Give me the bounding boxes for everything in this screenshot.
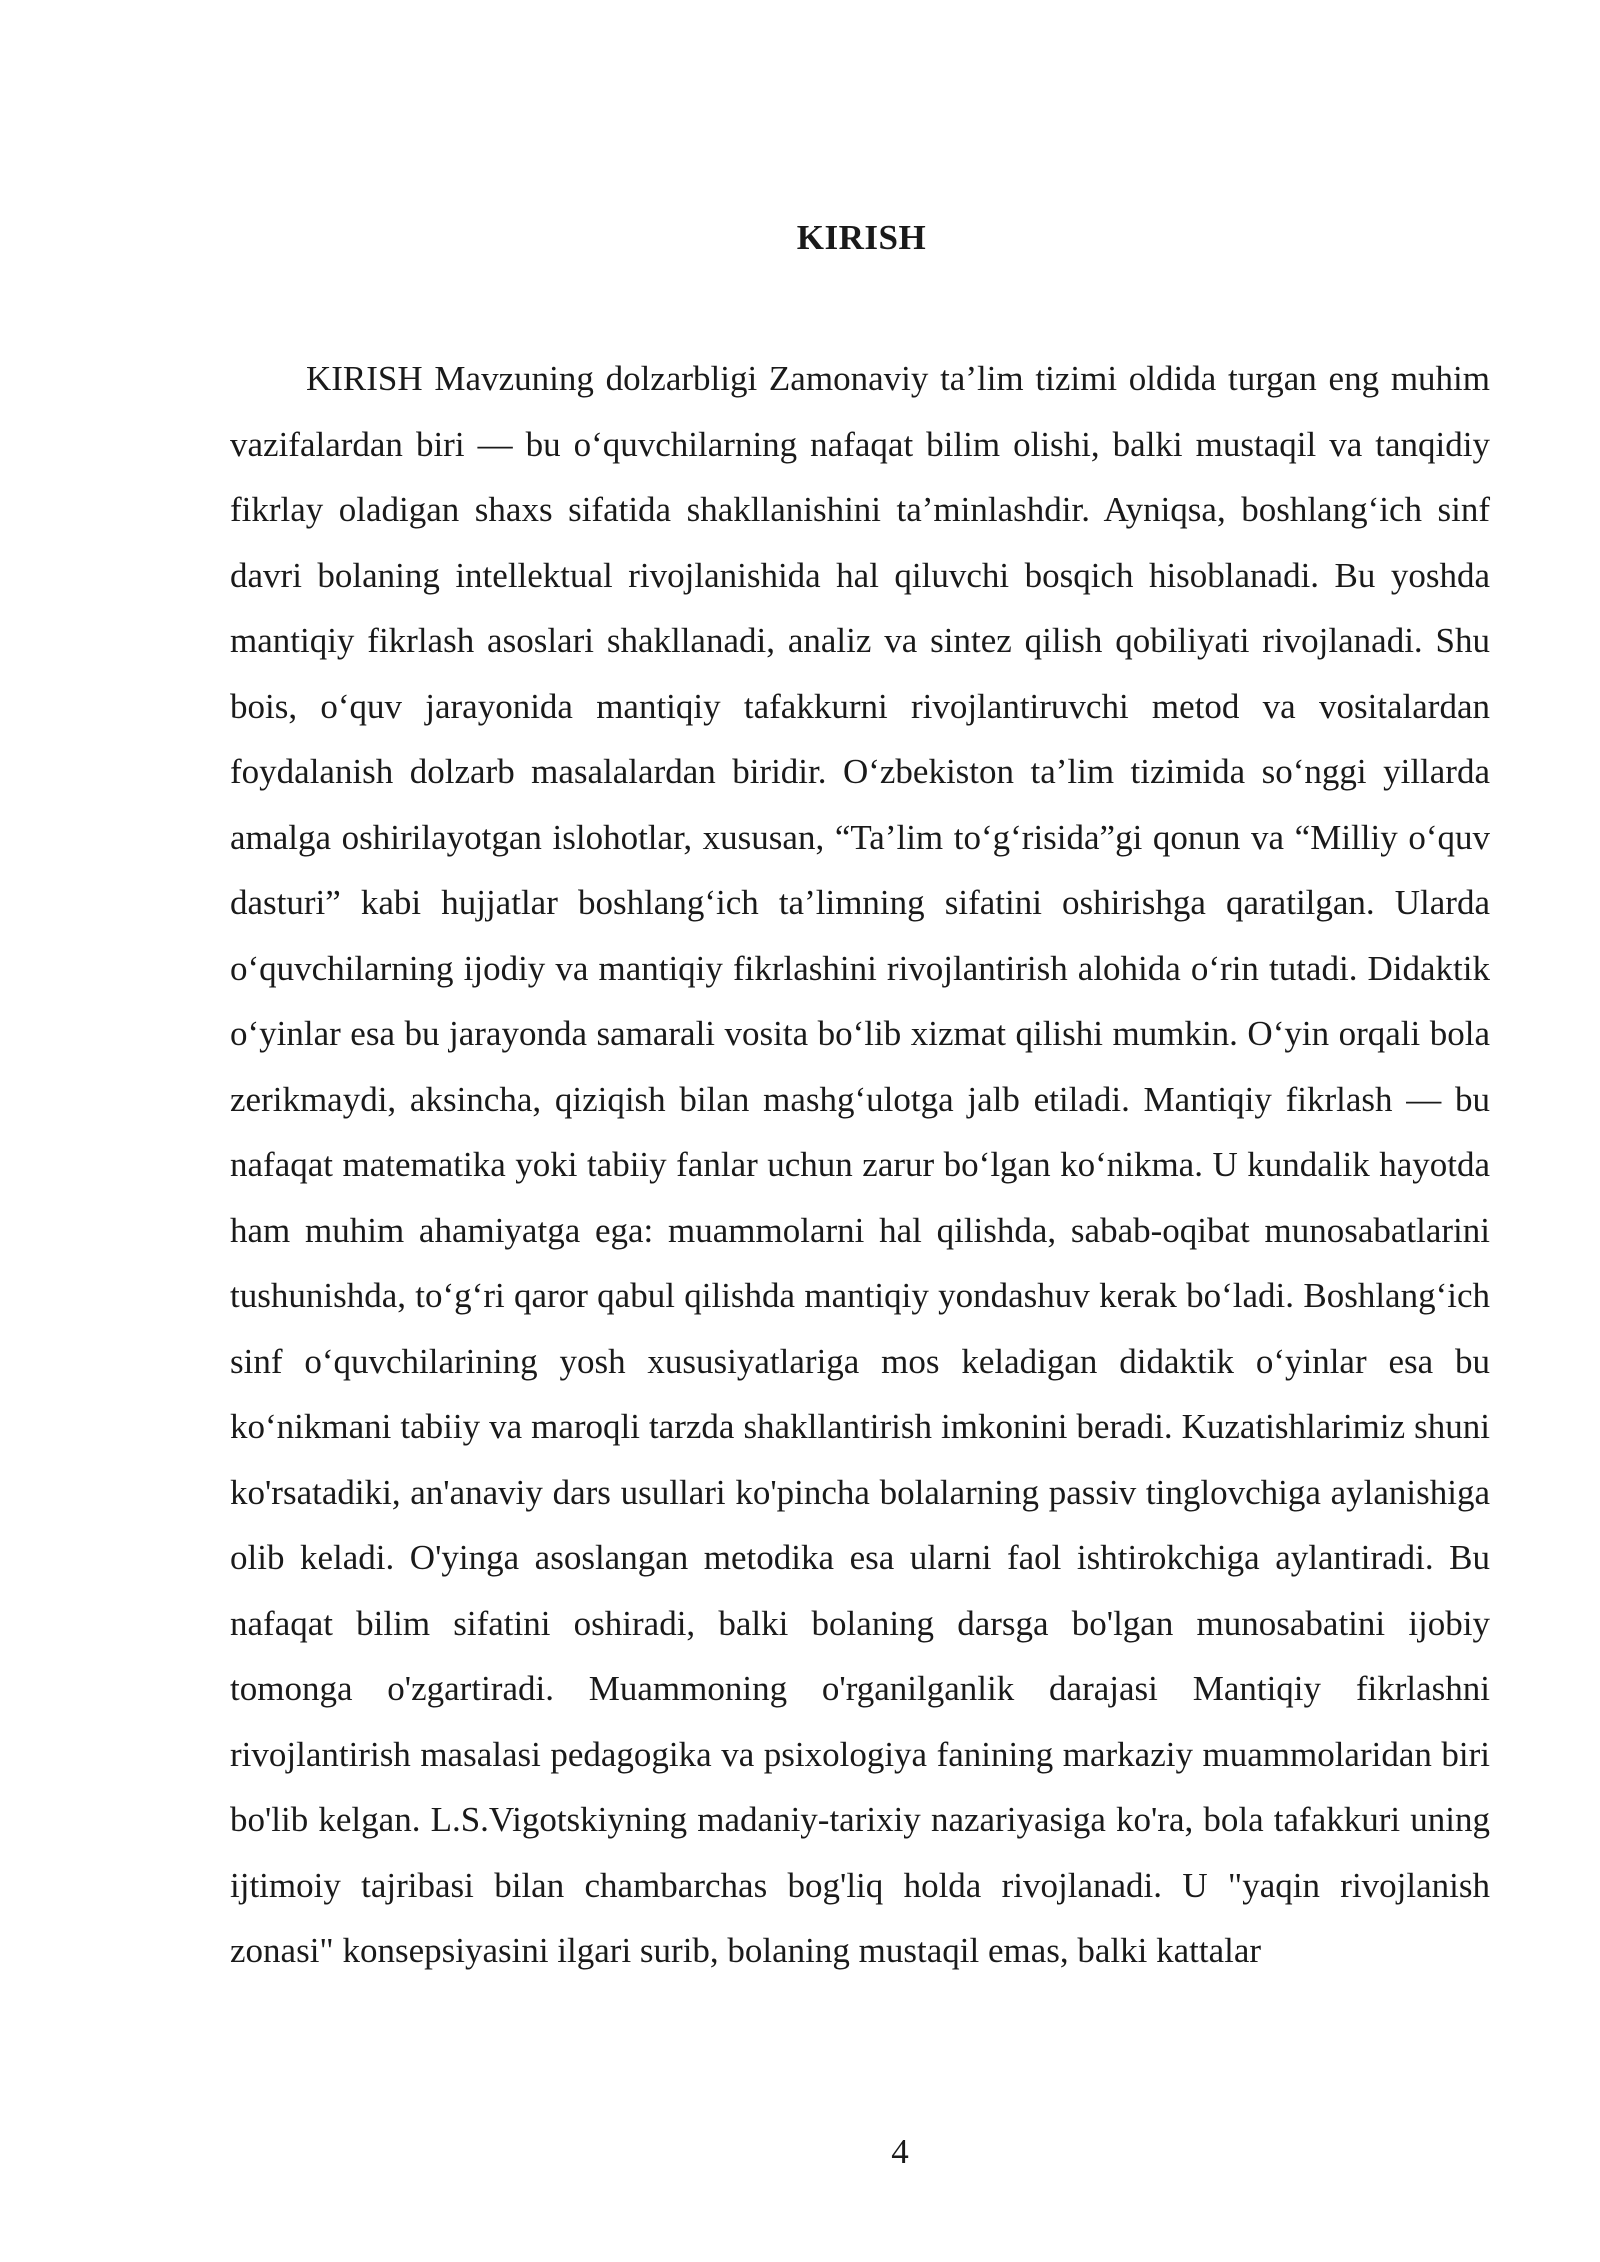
body-paragraph: KIRISH Mavzuning dolzarbligi Zamonaviy ta’lim tizimi oldida turgan eng muhim vazifalardan biri — bu o‘quvchilarning nafaqat bilim olishi, balki mustaqil va tanqidiy fikrlay oladigan shaxs sifatida shakllanishini ta’minlashdir. Ayniqsa, boshlang‘ich sinf davri bolaning intellektual rivojlanishida hal qiluvchi bosqich hisoblanadi. Bu yoshda mantiqiy fikrlash asoslari shakllanadi, analiz va sintez qilish qobiliyati rivojlanadi. Shu bois, o‘quv jarayonida mantiqiy tafakkurni rivojlantiruvchi metod va vositalardan foydalanish dolzarb masalalardan biridir. O‘zbekiston ta’lim tizimida so‘nggi yillarda amalga oshirilayotgan islohotlar, xususan, “Ta’lim to‘g‘risida”gi qonun va “Milliy o‘quv dasturi” kabi hujjatlar boshlang‘ich ta’limning sifatini oshirishga qaratilgan. Ularda o‘quvchilarning ijodiy va mantiqiy fikrlashini rivojlantirish alohida o‘rin tutadi. Didaktik o‘yinlar esa bu jarayonda samarali vosita bo‘lib xizmat qilishi mumkin. O‘yin orqali bola zerikmaydi, aksincha, qiziqish bilan mashg‘ulotga jalb etiladi. Mantiqiy fikrlash — bu nafaqat matematika yoki tabiiy fanlar uchun zarur bo‘lgan ko‘nikma. U kundalik hayotda ham muhim ahamiyatga ega: muammolarni hal qilishda, sabab-oqibat munosabatlarini tushunishda, to‘g‘ri qaror qabul qilishda mantiqiy yondashuv kerak bo‘ladi. Boshlang‘ich sinf o‘quvchilarining yosh xususiyatlariga mos keladigan didaktik o‘yinlar esa bu ko‘nikmani tabiiy va maroqli tarzda shakllantirish imkonini beradi. Kuzatishlarimiz shuni ko'rsatadiki, an'anaviy dars usullari ko'pincha bolalarning passiv tinglovchiga aylanishiga olib keladi. O'yinga asoslangan metodika esa ularni faol ishtirokchiga aylantiradi. Bu nafaqat bilim sifatini oshiradi, balki bolaning darsga bo'lgan munosabatini ijobiy tomonga o'zgartiradi. Muammoning o'rganilganlik darajasi Mantiqiy fikrlashni rivojlantirish masalasi pedagogika va psixologiya fanining markaziy muammolaridan biri bo'lib kelgan. L.S.Vigotskiyning madaniy-tarixiy nazariyasiga ko'ra, bola tafakkuri uning ijtimoiy tajribasi bilan chambarchas bog'liq holda rivojlanadi. U "yaqin rivojlanish zonasi" konsepsiyasini ilgari surib, bolaning mustaqil emas, balki kattalar xyxy=(230,359,1490,1970)
section-heading: KIRISH xyxy=(796,218,927,257)
page-number: 4 xyxy=(891,2132,909,2171)
